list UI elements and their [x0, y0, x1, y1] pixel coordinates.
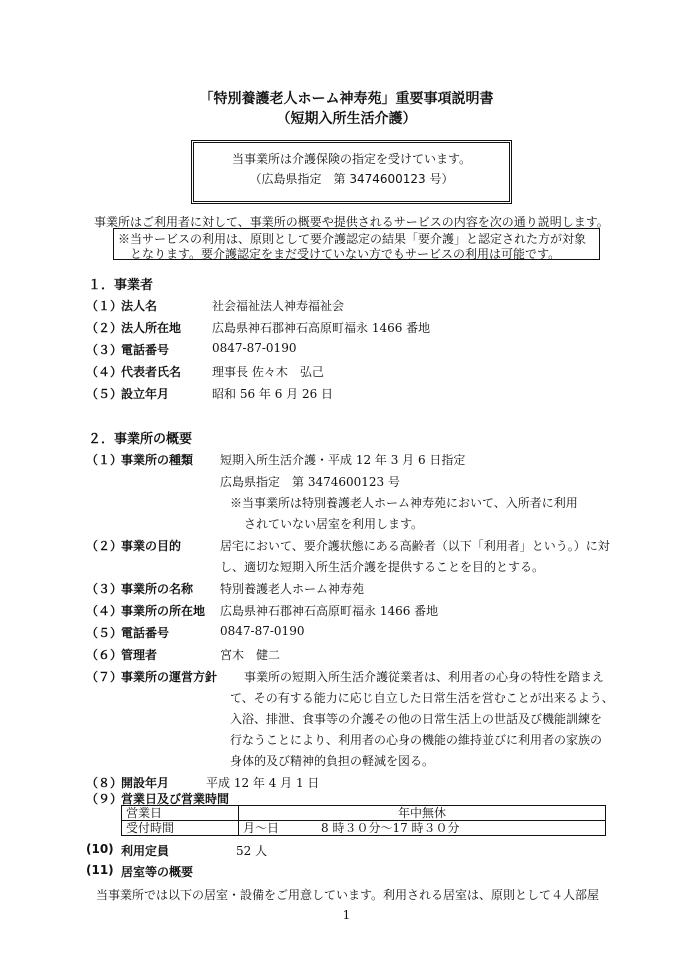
section1-heading: １．事業者 [88, 278, 154, 293]
hours-table [121, 805, 606, 836]
s2-policy-line4: 行なうことにより、利用者の心身の機能の維持並びに利用者の家族の [230, 733, 603, 747]
s1-item4-value: 理事長 佐々木 弘己 [212, 365, 324, 379]
s2-purpose-num: （２） [86, 539, 123, 553]
s1-item5-num: （５） [86, 387, 123, 401]
hours-cell: 営業日 [122, 806, 239, 821]
s1-item2-value: 広島県神石郡神石高原町福永 1466 番地 [212, 321, 431, 335]
s2-type-num: （１） [86, 453, 123, 467]
intro-text: 事業所はご利用者に対して、事業所の概要や提供されるサービスの内容を次の通り説明します。 [94, 215, 609, 229]
s2-rooms-text: 当事業所では以下の居室・設備をご用意しています。利用される居室は、原則として４人部屋 [96, 888, 600, 902]
note-line1: ※当サービスの利用は、原則として要介護認定の結果「要介護」と認定された方が対象 [118, 232, 587, 246]
designation-line1: 当事業所は介護保険の指定を受けています。 [231, 152, 472, 166]
s1-item4-num: （４） [86, 365, 123, 379]
s2-type-line1: 短期入所生活介護・平成 12 年 3 月 6 日指定 [220, 453, 466, 467]
document-subtitle: （短期入所生活介護） [276, 111, 417, 127]
s2-phone-value: 0847-87-0190 [220, 624, 305, 638]
s2-type-line4: されていない居室を利用します。 [244, 517, 424, 531]
s2-opening-value: 平成 12 年 4 月 1 日 [206, 776, 320, 790]
s2-policy-num: （７） [86, 670, 123, 684]
s2-address-value: 広島県神石郡神石高原町福永 1466 番地 [220, 604, 439, 618]
s2-opening-num: （８） [86, 776, 123, 790]
s2-policy-line3: 入浴、排泄、食事等の介護その他の日常生活上の世話及び機能訓練を [230, 712, 603, 726]
s1-item3-num: （３） [86, 343, 123, 357]
s2-manager-num: （６） [86, 648, 123, 662]
s1-item2-label: 法人所在地 [121, 321, 182, 335]
s1-item5-label: 設立年月 [121, 387, 170, 401]
s2-phone-num: （５） [86, 626, 123, 640]
s2-hours-num: （９） [86, 792, 123, 806]
s2-policy-line5: 身体的及び精神的負担の軽減を図る。 [230, 754, 435, 768]
s2-policy-line1: 事業所の短期入所生活介護従業者は、利用者の心身の特性を踏まえ [244, 670, 605, 684]
s2-policy-label: 事業所の運営方針 [121, 670, 218, 684]
s2-capacity-value: 52 人 [236, 844, 268, 858]
s2-hours-label: 営業日及び営業時間 [121, 792, 230, 806]
s2-purpose-line2: し、適切な短期入所生活介護を提供することを目的とする。 [220, 560, 545, 574]
s1-item1-num: （１） [86, 299, 123, 313]
s2-policy-line2: て、その有する能力に応じ自立した日常生活を営むことが出来るよう、 [230, 691, 614, 705]
page-number: 1 [342, 908, 351, 922]
s2-type-label: 事業所の種類 [121, 453, 194, 467]
s1-item1-value: 社会福祉法人神寿福祉会 [212, 299, 345, 313]
hours-cell: 月～日 [239, 821, 318, 836]
s2-address-num: （４） [86, 604, 123, 618]
s2-capacity-num: (10) [86, 842, 114, 856]
s1-item2-num: （２） [86, 321, 123, 335]
hours-cell: 8 時３０分～17 時３０分 [317, 821, 606, 836]
s2-name-label: 事業所の名称 [121, 582, 194, 596]
s1-item3-label: 電話番号 [121, 343, 170, 357]
s2-type-line3: ※当事業所は特別養護老人ホーム神寿苑において、入所者に利用 [230, 496, 578, 510]
s2-phone-label: 電話番号 [121, 626, 170, 640]
table-row [122, 821, 606, 836]
s2-name-num: （３） [86, 582, 123, 596]
s1-item3-value: 0847-87-0190 [212, 341, 297, 355]
s2-address-label: 事業所の所在地 [121, 604, 206, 618]
designation-line2: （広島県指定 第 3474600123 号） [249, 172, 454, 186]
note-line2: となります。要介護認定をまだ受けていない方でもサービスの利用は可能です。 [130, 247, 561, 261]
s2-name-value: 特別養護老人ホーム神寿苑 [220, 582, 365, 596]
s2-purpose-label: 事業の目的 [121, 539, 182, 553]
section2-heading: ２．事業所の概要 [88, 432, 193, 447]
s2-type-line2: 広島県指定 第 3474600123 号 [220, 475, 400, 489]
document-title: 「特別養護老人ホーム神寿苑」重要事項説明書 [199, 91, 494, 107]
s1-item5-value: 昭和 56 年 6 月 26 日 [212, 387, 334, 401]
s1-item4-label: 代表者氏名 [121, 365, 182, 379]
s2-purpose-line1: 居宅において、要介護状態にある高齢者（以下「利用者」という。）に対 [220, 539, 610, 553]
hours-cell: 受付時間 [122, 821, 239, 836]
s2-manager-label: 管理者 [121, 648, 158, 662]
s2-rooms-label: 居室等の概要 [121, 865, 194, 879]
s2-opening-label: 開設年月 [121, 776, 170, 790]
s2-manager-value: 宮木 健二 [220, 648, 281, 662]
table-row [122, 806, 606, 821]
hours-cell: 年中無休 [239, 806, 606, 821]
s1-item1-label: 法人名 [121, 299, 158, 313]
s2-capacity-label: 利用定員 [121, 844, 170, 858]
s2-rooms-num: (11) [86, 863, 114, 877]
